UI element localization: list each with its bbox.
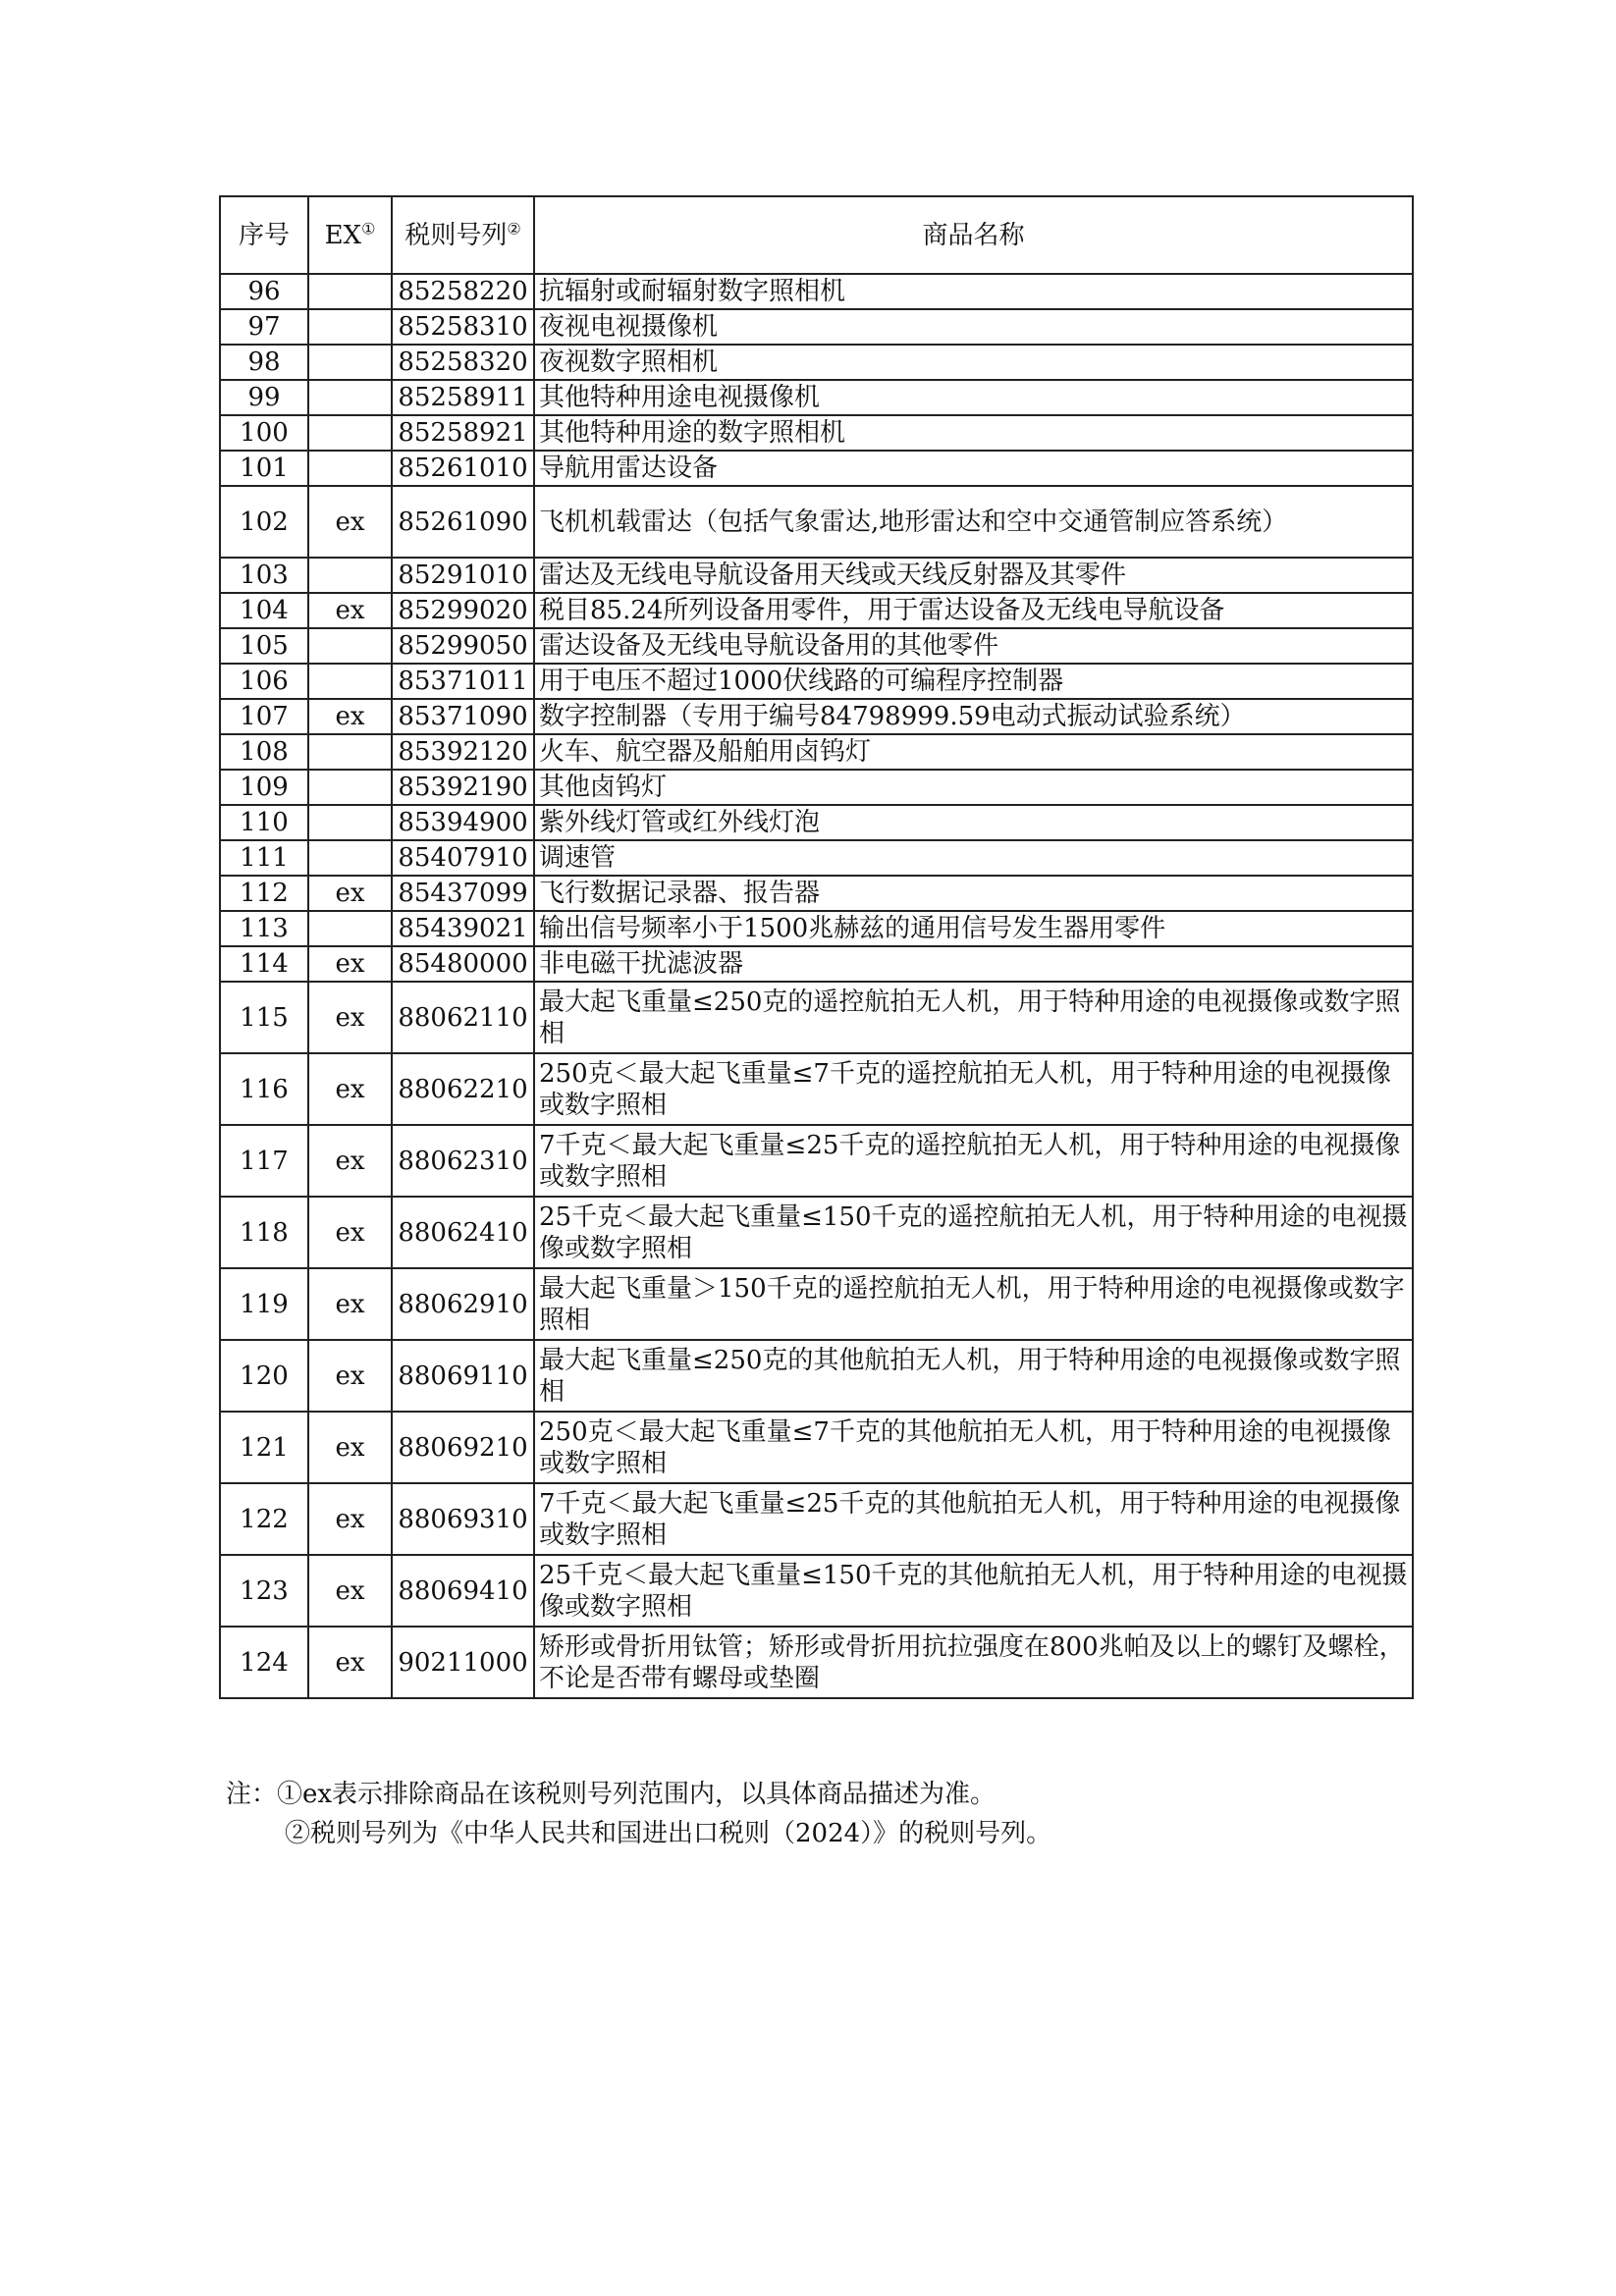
- tariff-code-cell: 85291010: [392, 558, 534, 593]
- table-row: [220, 1555, 1413, 1627]
- product-name-cell: 飞机机载雷达（包括气象雷达,地形雷达和空中交通管制应答系统）: [534, 486, 1413, 558]
- seq-cell: 115: [220, 982, 308, 1053]
- seq-cell: 102: [220, 486, 308, 558]
- ex-cell: [308, 345, 392, 380]
- table-row: [220, 1627, 1413, 1698]
- tariff-code-cell: 88062110: [392, 982, 534, 1053]
- product-name-cell: 用于电压不超过1000伏线路的可编程序控制器: [534, 664, 1413, 699]
- table-header-row: [220, 196, 1413, 274]
- footnotes: [226, 1775, 1051, 1853]
- table-row: [220, 274, 1413, 309]
- seq-cell: 96: [220, 274, 308, 309]
- ex-cell: ex: [308, 1483, 392, 1555]
- tariff-code-cell: 85261090: [392, 486, 534, 558]
- seq-cell: 112: [220, 876, 308, 911]
- tariff-code-cell: 88069210: [392, 1412, 534, 1483]
- table-row: [220, 805, 1413, 840]
- product-name-cell: 最大起飞重量＞150千克的遥控航拍无人机，用于特种用途的电视摄像或数字照相: [534, 1268, 1413, 1340]
- ex-cell: ex: [308, 1197, 392, 1268]
- seq-cell: 121: [220, 1412, 308, 1483]
- table-row: [220, 770, 1413, 805]
- header-ex: [308, 196, 392, 274]
- seq-cell: 107: [220, 699, 308, 734]
- product-name-cell: 其他卤钨灯: [534, 770, 1413, 805]
- table-row: [220, 1340, 1413, 1412]
- product-name-cell: 矫形或骨折用钛管；矫形或骨折用抗拉强度在800兆帕及以上的螺钉及螺栓，不论是否带有螺母或垫圈: [534, 1627, 1413, 1698]
- seq-cell: 117: [220, 1125, 308, 1197]
- ex-cell: [308, 734, 392, 770]
- ex-cell: [308, 451, 392, 486]
- product-name-cell: 飞行数据记录器、报告器: [534, 876, 1413, 911]
- seq-cell: 118: [220, 1197, 308, 1268]
- table-row: [220, 911, 1413, 946]
- table-row: [220, 486, 1413, 558]
- ex-cell: [308, 770, 392, 805]
- tariff-code-cell: 85371011: [392, 664, 534, 699]
- product-name-cell: 调速管: [534, 840, 1413, 876]
- seq-cell: 99: [220, 380, 308, 415]
- tariff-code-cell: 88069110: [392, 1340, 534, 1412]
- tariff-code-cell: 85258320: [392, 345, 534, 380]
- tariff-code-cell: 85299020: [392, 593, 534, 628]
- product-name-cell: 输出信号频率小于1500兆赫兹的通用信号发生器用零件: [534, 911, 1413, 946]
- product-name-cell: 25千克＜最大起飞重量≤150千克的其他航拍无人机，用于特种用途的电视摄像或数字照相: [534, 1555, 1413, 1627]
- tariff-code-cell: 90211000: [392, 1627, 534, 1698]
- tariff-code-cell: 88062210: [392, 1053, 534, 1125]
- product-name-cell: 25千克＜最大起飞重量≤150千克的遥控航拍无人机，用于特种用途的电视摄像或数字照相: [534, 1197, 1413, 1268]
- tariff-code-cell: 88062910: [392, 1268, 534, 1340]
- product-name-cell: 雷达及无线电导航设备用天线或天线反射器及其零件: [534, 558, 1413, 593]
- ex-cell: ex: [308, 1340, 392, 1412]
- tariff-code-cell: 85258911: [392, 380, 534, 415]
- ex-cell: ex: [308, 982, 392, 1053]
- seq-cell: 119: [220, 1268, 308, 1340]
- product-name-cell: 7千克＜最大起飞重量≤25千克的其他航拍无人机，用于特种用途的电视摄像或数字照相: [534, 1483, 1413, 1555]
- footnote-2: ②税则号列为《中华人民共和国进出口税则（2024）》的税则号列。: [285, 1819, 1052, 1848]
- product-name-cell: 火车、航空器及船舶用卤钨灯: [534, 734, 1413, 770]
- ex-cell: ex: [308, 593, 392, 628]
- table-row: [220, 946, 1413, 982]
- tariff-code-cell: 88069410: [392, 1555, 534, 1627]
- table-row: [220, 558, 1413, 593]
- product-name-cell: 250克＜最大起飞重量≤7千克的遥控航拍无人机，用于特种用途的电视摄像或数字照相: [534, 1053, 1413, 1125]
- ex-cell: ex: [308, 1125, 392, 1197]
- ex-cell: [308, 664, 392, 699]
- table-row: [220, 309, 1413, 345]
- seq-cell: 122: [220, 1483, 308, 1555]
- product-name-cell: 其他特种用途的数字照相机: [534, 415, 1413, 451]
- table-row: [220, 1053, 1413, 1125]
- product-name-cell: 雷达设备及无线电导航设备用的其他零件: [534, 628, 1413, 664]
- product-name-cell: 紫外线灯管或红外线灯泡: [534, 805, 1413, 840]
- product-name-cell: 其他特种用途电视摄像机: [534, 380, 1413, 415]
- product-name-cell: 250克＜最大起飞重量≤7千克的其他航拍无人机，用于特种用途的电视摄像或数字照相: [534, 1412, 1413, 1483]
- ex-cell: [308, 805, 392, 840]
- product-name-cell: 夜视数字照相机: [534, 345, 1413, 380]
- seq-cell: 111: [220, 840, 308, 876]
- tariff-code-cell: 85407910: [392, 840, 534, 876]
- seq-cell: 116: [220, 1053, 308, 1125]
- ex-cell: [308, 911, 392, 946]
- tariff-code-cell: 85480000: [392, 946, 534, 982]
- product-name-cell: 最大起飞重量≤250克的遥控航拍无人机，用于特种用途的电视摄像或数字照相: [534, 982, 1413, 1053]
- seq-cell: 120: [220, 1340, 308, 1412]
- ex-cell: ex: [308, 1412, 392, 1483]
- table-row: [220, 451, 1413, 486]
- header-code-footnote-mark: ②: [507, 218, 521, 238]
- seq-cell: 103: [220, 558, 308, 593]
- ex-cell: [308, 558, 392, 593]
- product-name-cell: 7千克＜最大起飞重量≤25千克的遥控航拍无人机，用于特种用途的电视摄像或数字照相: [534, 1125, 1413, 1197]
- tariff-code-cell: 85392190: [392, 770, 534, 805]
- product-name-cell: 税目85.24所列设备用零件，用于雷达设备及无线电导航设备: [534, 593, 1413, 628]
- ex-cell: ex: [308, 1053, 392, 1125]
- tariff-code-cell: 85437099: [392, 876, 534, 911]
- tariff-code-cell: 85392120: [392, 734, 534, 770]
- table-row: [220, 1125, 1413, 1197]
- ex-cell: ex: [308, 946, 392, 982]
- ex-cell: [308, 309, 392, 345]
- seq-cell: 97: [220, 309, 308, 345]
- tariff-code-cell: 85261010: [392, 451, 534, 486]
- table-row: [220, 734, 1413, 770]
- header-name: 商品名称: [534, 196, 1413, 274]
- table-row: [220, 1412, 1413, 1483]
- tariff-code-cell: 85258310: [392, 309, 534, 345]
- table-row: [220, 628, 1413, 664]
- seq-cell: 100: [220, 415, 308, 451]
- seq-cell: 101: [220, 451, 308, 486]
- table-row: [220, 840, 1413, 876]
- ex-cell: ex: [308, 486, 392, 558]
- tariff-code-cell: 88062310: [392, 1125, 534, 1197]
- tariff-code-cell: 85371090: [392, 699, 534, 734]
- seq-cell: 105: [220, 628, 308, 664]
- header-code-label: 税则号列: [404, 220, 508, 250]
- header-code: [392, 196, 534, 274]
- ex-cell: ex: [308, 699, 392, 734]
- table-row: [220, 345, 1413, 380]
- table-row: [220, 876, 1413, 911]
- header-ex-label: EX: [324, 220, 362, 250]
- table-row: [220, 380, 1413, 415]
- product-name-cell: 夜视电视摄像机: [534, 309, 1413, 345]
- ex-cell: [308, 415, 392, 451]
- ex-cell: ex: [308, 1268, 392, 1340]
- footnote-1: 注：①ex表示排除商品在该税则号列范围内，以具体商品描述为准。: [226, 1780, 997, 1809]
- seq-cell: 110: [220, 805, 308, 840]
- ex-cell: ex: [308, 1555, 392, 1627]
- header-ex-footnote-mark: ①: [361, 218, 376, 238]
- seq-cell: 108: [220, 734, 308, 770]
- table-row: [220, 415, 1413, 451]
- ex-cell: ex: [308, 876, 392, 911]
- ex-cell: [308, 380, 392, 415]
- ex-cell: [308, 628, 392, 664]
- tariff-code-cell: 85439021: [392, 911, 534, 946]
- table-row: [220, 664, 1413, 699]
- table-row: [220, 982, 1413, 1053]
- seq-cell: 104: [220, 593, 308, 628]
- ex-cell: ex: [308, 1627, 392, 1698]
- tariff-code-cell: 85299050: [392, 628, 534, 664]
- header-seq: 序号: [220, 196, 308, 274]
- product-name-cell: 导航用雷达设备: [534, 451, 1413, 486]
- seq-cell: 98: [220, 345, 308, 380]
- table-row: [220, 1268, 1413, 1340]
- seq-cell: 106: [220, 664, 308, 699]
- table-row: [220, 593, 1413, 628]
- ex-cell: [308, 274, 392, 309]
- tariff-code-cell: 85394900: [392, 805, 534, 840]
- tariff-code-cell: 88062410: [392, 1197, 534, 1268]
- tariff-code-cell: 85258220: [392, 274, 534, 309]
- seq-cell: 124: [220, 1627, 308, 1698]
- seq-cell: 114: [220, 946, 308, 982]
- table-row: [220, 699, 1413, 734]
- ex-cell: [308, 840, 392, 876]
- tariff-table: [219, 195, 1414, 1699]
- product-name-cell: 最大起飞重量≤250克的其他航拍无人机，用于特种用途的电视摄像或数字照相: [534, 1340, 1413, 1412]
- table-row: [220, 1483, 1413, 1555]
- table-row: [220, 1197, 1413, 1268]
- seq-cell: 123: [220, 1555, 308, 1627]
- product-name-cell: 非电磁干扰滤波器: [534, 946, 1413, 982]
- tariff-code-cell: 85258921: [392, 415, 534, 451]
- product-name-cell: 抗辐射或耐辐射数字照相机: [534, 274, 1413, 309]
- table-body: [220, 274, 1413, 1698]
- product-name-cell: 数字控制器（专用于编号84798999.59电动式振动试验系统）: [534, 699, 1413, 734]
- seq-cell: 113: [220, 911, 308, 946]
- tariff-code-cell: 88069310: [392, 1483, 534, 1555]
- seq-cell: 109: [220, 770, 308, 805]
